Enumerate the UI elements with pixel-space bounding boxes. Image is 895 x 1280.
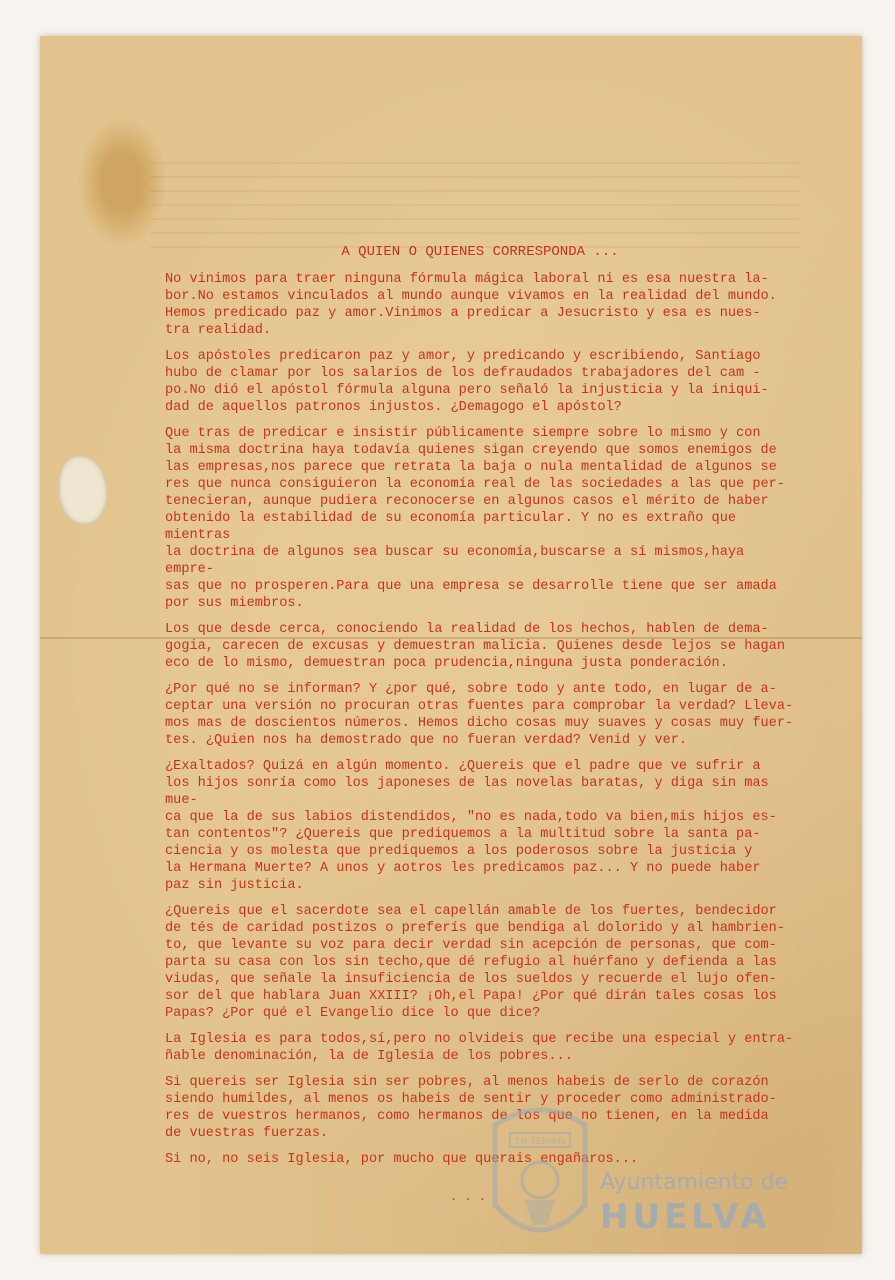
paragraph-3: Que tras de predicar e insistir públicamente siempre sobre lo mismo y con la misma doctrina haya todavía quienes sigan creyendo que somos enemigos de las empresas,nos parece que retrata la baja o nula mentalidad de algunos se res que nunca consiguieron la economía real de las sociedades a las que per- tenecieran, aunque pudiera reconocerse en algunos casos el mérito de haber obtenido la estabilidad de su economía particular. Y no es extraño que mientras la doctrina de algunos sea buscar su economía,buscarse a sí mismos,haya empre- sas que no prosperen.Para que una empresa se desarrolle tiene que ser amada por sus miembros. <box>165 426 785 611</box>
watermark-line2: HUELVA <box>600 1197 771 1237</box>
municipal-watermark <box>600 1170 820 1237</box>
paragraph-6: ¿Exaltados? Quizá en algún momento. ¿Quereis que el padre que ve sufrir a los hijos sonría como los japoneses de las novelas baratas, y diga sin mas mue- ca que la de sus labios distendidos, "no es nada,todo va bien,mis hijos es- tan contentos"? ¿Quereis que prediquemos a la multitud sobre la santa pa- ciencia y os molesta que prediquemos a los poderosos sobre la justicia y la Hermana Muerte? A unos y aotros les predicamos paz... Y no puede haber paz sin justicia. <box>165 759 777 893</box>
paragraph-8: La Iglesia es para todos,sí,pero no olvideis que recibe una especial y entra- ñable denominación, la de Iglesia de los pobres... <box>165 1032 794 1064</box>
watermark-line1: Ayuntamiento de <box>600 1170 789 1195</box>
paragraph-1: No vinimos para traer ninguna fórmula mágica laboral ni es esa nuestra la- bor.No estamos vinculados al mundo aunque vivamos en la realidad del mundo. Hemos predicado paz y amor.Vinimos a predicar a Jesucristo y esa es nues- tra realidad. <box>165 272 777 338</box>
paragraph-4: Los que desde cerca, conociendo la realidad de los hechos, hablen de dema- gogia, carecen de excusas y demuestran malicia. Quienes desde lejos se hagan eco de lo mismo, demuestran poca prudencia,ninguna justa ponderación. <box>165 622 785 671</box>
paragraph-2: Los apóstoles predicaron paz y amor, y predicando y escribiendo, Santiago hubo de clamar por los salarios de los defraudados trabajadores del cam - po.No dió el apóstol fórmula alguna pero señaló la injusticia y la iniqui- dad de aquellos patronos injustos. ¿Demagogo el apóstol? <box>165 349 769 415</box>
faded-text-bleed <box>150 150 800 250</box>
typed-letter <box>165 244 795 1177</box>
paragraph-10: Si no, no seis Iglesia, por mucho que querais engañaros... <box>165 1152 639 1167</box>
paragraph-7: ¿Quereis que el sacerdote sea el capellán amable de los fuertes, bendecidor de tés de caridad postizos o preferís que bendiga al dolorido y al hambrien- to, que levante su voz para decir verdad sin acepción de personas, que com- parta su casa con los sin techo,que dé refugio al huérfano y defienda a las viudas, que señale la insuficiencia de los sueldos y recuerde el lujo ofen- sor del que hablara Juan XXIII? ¡Oh,el Papa! ¿Por qué dirán tales cosas los Papas? ¿Por qué el Evangelio dice lo que dice? <box>165 904 785 1021</box>
stamp-text: EN TERMIN <box>515 1137 565 1147</box>
paragraph-5: ¿Por qué no se informan? Y ¿por qué, sobre todo y ante todo, en lugar de a- ceptar una versión no procuran otras fuentes para comprobar la verdad? Lleva- mos mas de doscientos números. Hemos dicho cosas muy suaves y cosas muy fuer- tes. ¿Quien nos ha demostrado que no fueran verdad? Venid y ver. <box>165 682 794 748</box>
letter-title: A QUIEN O QUIENES CORRESPONDA ... <box>341 244 619 260</box>
paragraph-9: Si quereis ser Iglesia sin ser pobres, al menos habeis de serlo de corazón siendo humildes, al menos os habeis de sentir y proceder como administrado- res de vuestros hermanos, como hermanos de los que no tienen, en la medida de vuestras fuerzas. <box>165 1075 777 1141</box>
footer-mark: . . . <box>450 1190 487 1204</box>
coat-of-arms-stamp-icon <box>485 1095 595 1255</box>
